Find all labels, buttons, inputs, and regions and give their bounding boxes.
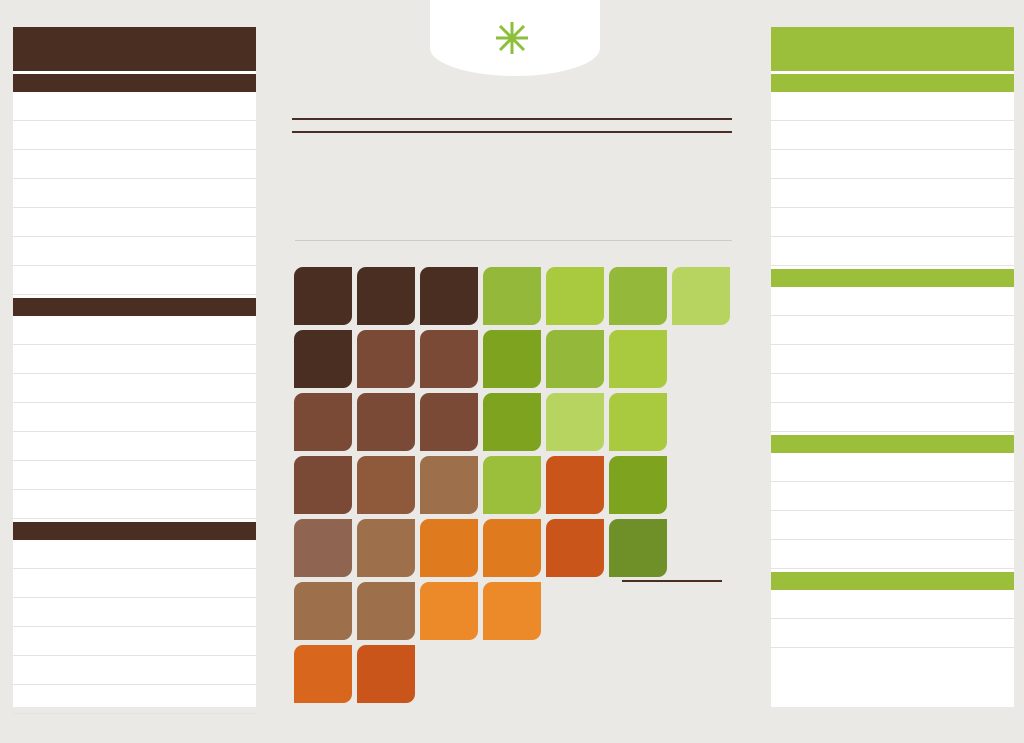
element-tile[interactable] <box>609 519 667 577</box>
factor-row[interactable] <box>13 150 256 179</box>
factor-row[interactable] <box>13 461 256 490</box>
element-tile[interactable] <box>546 456 604 514</box>
element-tile[interactable] <box>357 645 415 703</box>
section-heading <box>771 74 1014 92</box>
factor-row[interactable] <box>771 540 1014 569</box>
element-tile[interactable] <box>357 393 415 451</box>
element-tile[interactable] <box>357 456 415 514</box>
element-tile[interactable] <box>294 456 352 514</box>
element-tile[interactable] <box>294 330 352 388</box>
element-tile[interactable] <box>483 267 541 325</box>
factor-row[interactable] <box>13 374 256 403</box>
element-tile[interactable] <box>609 456 667 514</box>
factor-row[interactable] <box>13 685 256 714</box>
section-heading <box>771 572 1014 590</box>
factor-row[interactable] <box>13 569 256 598</box>
element-tile[interactable] <box>546 330 604 388</box>
element-tile[interactable] <box>294 582 352 640</box>
element-tile[interactable] <box>483 582 541 640</box>
factor-row[interactable] <box>13 237 256 266</box>
element-tile[interactable] <box>420 330 478 388</box>
element-tile[interactable] <box>357 330 415 388</box>
element-tile[interactable] <box>546 519 604 577</box>
off-page-factors-panel <box>771 27 1014 707</box>
aitom-logo-icon <box>494 20 530 56</box>
element-tile[interactable] <box>420 393 478 451</box>
factor-row[interactable] <box>13 627 256 656</box>
factor-row[interactable] <box>771 92 1014 121</box>
element-tile[interactable] <box>357 267 415 325</box>
factor-row[interactable] <box>13 656 256 685</box>
section-heading <box>13 298 256 316</box>
element-tile[interactable] <box>294 645 352 703</box>
section-heading <box>771 269 1014 287</box>
factor-row[interactable] <box>13 598 256 627</box>
logo[interactable] <box>430 0 600 76</box>
factor-row[interactable] <box>13 403 256 432</box>
factor-row[interactable] <box>771 287 1014 316</box>
factor-row[interactable] <box>13 316 256 345</box>
element-tile[interactable] <box>294 519 352 577</box>
factor-row[interactable] <box>771 345 1014 374</box>
factor-row[interactable] <box>13 208 256 237</box>
together-divider <box>622 580 722 582</box>
page-title <box>292 118 732 133</box>
element-tile[interactable] <box>546 267 604 325</box>
factor-row[interactable] <box>13 490 256 519</box>
element-tile[interactable] <box>357 582 415 640</box>
factor-row[interactable] <box>771 374 1014 403</box>
element-tile[interactable] <box>420 267 478 325</box>
element-tile[interactable] <box>420 519 478 577</box>
element-tile[interactable] <box>672 267 730 325</box>
right-panel-header <box>771 27 1014 71</box>
factor-row[interactable] <box>771 179 1014 208</box>
section-heading <box>13 74 256 92</box>
section-heading <box>771 435 1014 453</box>
factor-row[interactable] <box>13 432 256 461</box>
factor-row[interactable] <box>13 266 256 295</box>
on-page-factors-panel <box>13 27 256 707</box>
factor-row[interactable] <box>13 345 256 374</box>
element-tile[interactable] <box>420 582 478 640</box>
element-tile[interactable] <box>483 330 541 388</box>
factor-row[interactable] <box>13 179 256 208</box>
element-tile[interactable] <box>294 393 352 451</box>
factor-row[interactable] <box>771 482 1014 511</box>
factor-row[interactable] <box>771 208 1014 237</box>
factor-row[interactable] <box>13 540 256 569</box>
element-tile[interactable] <box>483 456 541 514</box>
element-tile[interactable] <box>420 456 478 514</box>
factor-row[interactable] <box>771 316 1014 345</box>
factor-row[interactable] <box>771 590 1014 619</box>
factor-row[interactable] <box>771 453 1014 482</box>
element-tile[interactable] <box>609 330 667 388</box>
element-tile[interactable] <box>609 267 667 325</box>
factor-row[interactable] <box>771 511 1014 540</box>
element-tile[interactable] <box>546 393 604 451</box>
element-tile[interactable] <box>294 267 352 325</box>
left-panel-header <box>13 27 256 71</box>
group-divider <box>295 240 732 241</box>
element-tile[interactable] <box>609 393 667 451</box>
factor-row[interactable] <box>771 121 1014 150</box>
element-tile[interactable] <box>357 519 415 577</box>
element-tile[interactable] <box>483 393 541 451</box>
factor-row[interactable] <box>771 237 1014 266</box>
section-heading <box>13 522 256 540</box>
factor-row[interactable] <box>13 92 256 121</box>
factor-row[interactable] <box>771 150 1014 179</box>
element-tile[interactable] <box>483 519 541 577</box>
factor-row[interactable] <box>13 121 256 150</box>
factor-row[interactable] <box>771 619 1014 648</box>
factor-row[interactable] <box>771 403 1014 432</box>
